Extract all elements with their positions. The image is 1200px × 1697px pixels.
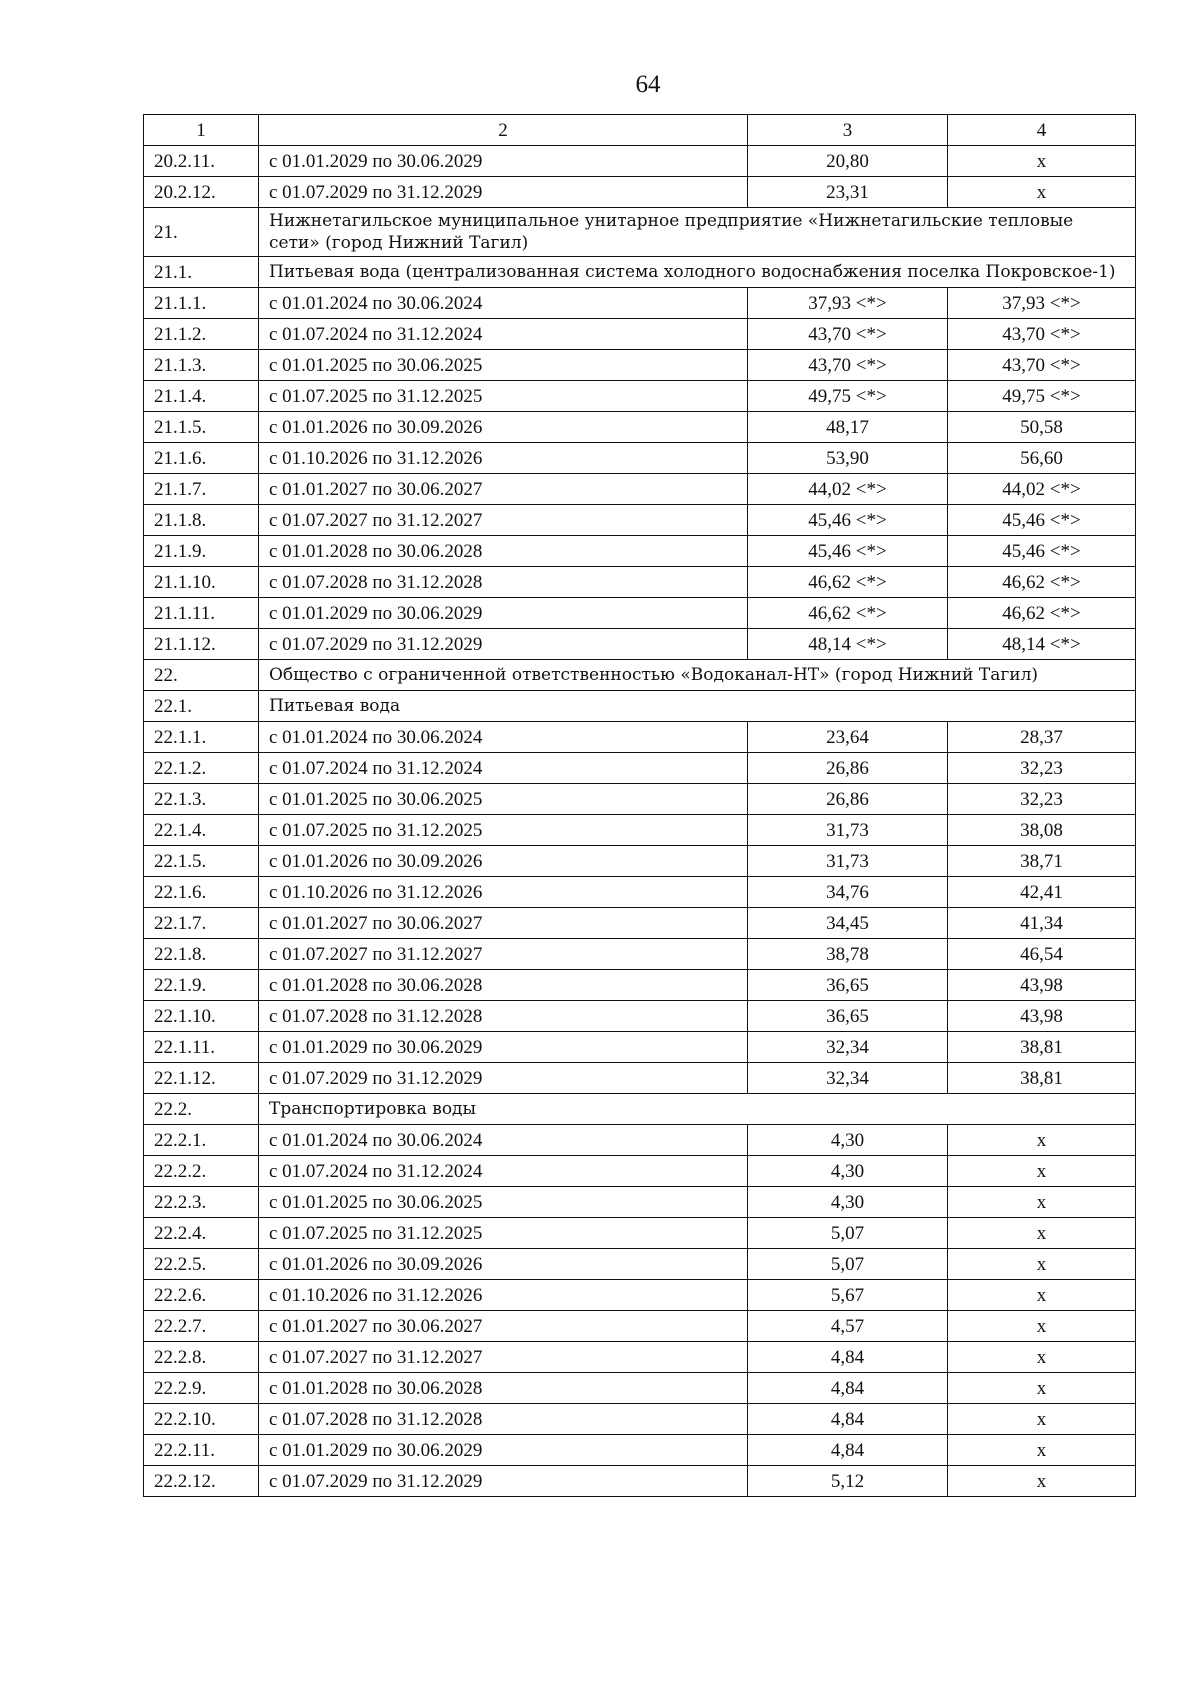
tariff-value-col4: х: [948, 1218, 1136, 1249]
tariff-value-col4: 42,41: [948, 877, 1136, 908]
table-row: [144, 908, 1136, 939]
tariff-value-col3: 43,70 <*>: [748, 319, 948, 350]
tariff-value-col4: 46,62 <*>: [948, 598, 1136, 629]
period-cell: с 01.01.2026 по 30.09.2026: [259, 846, 748, 877]
table-row: [144, 1373, 1136, 1404]
row-number: 22.1.1.: [144, 722, 259, 753]
tariff-value-col3: 48,17: [748, 412, 948, 443]
tariff-value-col4: 32,23: [948, 753, 1136, 784]
row-number: 21.1.4.: [144, 381, 259, 412]
period-cell: с 01.07.2027 по 31.12.2027: [259, 1342, 748, 1373]
tariff-value-col4: 38,71: [948, 846, 1136, 877]
table-row: [144, 536, 1136, 567]
tariff-value-col4: 48,14 <*>: [948, 629, 1136, 660]
tariff-value-col4: х: [948, 1466, 1136, 1497]
period-cell: с 01.07.2024 по 31.12.2024: [259, 319, 748, 350]
period-cell: с 01.07.2029 по 31.12.2029: [259, 177, 748, 208]
row-number: 22.2.5.: [144, 1249, 259, 1280]
tariff-value-col3: 5,67: [748, 1280, 948, 1311]
tariff-value-col4: 28,37: [948, 722, 1136, 753]
tariff-value-col4: 38,81: [948, 1063, 1136, 1094]
row-number: 21.1.1.: [144, 288, 259, 319]
period-cell: с 01.01.2024 по 30.06.2024: [259, 288, 748, 319]
tariff-value-col4: х: [948, 146, 1136, 177]
tariff-value-col3: 45,46 <*>: [748, 505, 948, 536]
tariff-value-col3: 4,30: [748, 1125, 948, 1156]
table-row: [144, 319, 1136, 350]
tariff-value-col3: 4,84: [748, 1404, 948, 1435]
period-cell: с 01.01.2024 по 30.06.2024: [259, 1125, 748, 1156]
section-row: [144, 208, 1136, 257]
tariff-value-col3: 32,34: [748, 1063, 948, 1094]
table-row: [144, 1249, 1136, 1280]
row-number: 22.: [144, 660, 259, 691]
row-number: 21.1.8.: [144, 505, 259, 536]
table-row: [144, 939, 1136, 970]
row-number: 22.2.4.: [144, 1218, 259, 1249]
period-cell: с 01.07.2029 по 31.12.2029: [259, 1063, 748, 1094]
period-cell: с 01.01.2024 по 30.06.2024: [259, 722, 748, 753]
tariff-value-col3: 32,34: [748, 1032, 948, 1063]
tariff-value-col3: 43,70 <*>: [748, 350, 948, 381]
tariff-value-col4: 37,93 <*>: [948, 288, 1136, 319]
tariff-value-col3: 4,30: [748, 1187, 948, 1218]
tariff-value-col3: 36,65: [748, 1001, 948, 1032]
table-row: [144, 1125, 1136, 1156]
row-number: 22.1.4.: [144, 815, 259, 846]
period-cell: с 01.07.2024 по 31.12.2024: [259, 753, 748, 784]
tariff-value-col3: 37,93 <*>: [748, 288, 948, 319]
table-row: [144, 970, 1136, 1001]
section-row: [144, 257, 1136, 288]
period-cell: с 01.07.2025 по 31.12.2025: [259, 1218, 748, 1249]
row-number: 21.1.: [144, 257, 259, 288]
column-number-row: [144, 115, 1136, 146]
tariff-value-col3: 4,84: [748, 1435, 948, 1466]
tariff-value-col4: 43,70 <*>: [948, 350, 1136, 381]
tariff-value-col3: 44,02 <*>: [748, 474, 948, 505]
row-number: 21.1.7.: [144, 474, 259, 505]
column-number-2: 2: [259, 115, 748, 146]
table-row: [144, 505, 1136, 536]
section-title: Общество с ограниченной ответственностью «Водоканал-НТ» (город Нижний Тагил): [259, 660, 1136, 691]
row-number: 21.1.6.: [144, 443, 259, 474]
tariff-value-col3: 5,07: [748, 1249, 948, 1280]
tariff-value-col3: 34,45: [748, 908, 948, 939]
table-row: [144, 846, 1136, 877]
tariff-value-col4: 46,54: [948, 939, 1136, 970]
table-row: [144, 1187, 1136, 1218]
table-row: [144, 722, 1136, 753]
tariff-value-col4: х: [948, 1373, 1136, 1404]
table-row: [144, 815, 1136, 846]
period-cell: с 01.07.2027 по 31.12.2027: [259, 505, 748, 536]
period-cell: с 01.10.2026 по 31.12.2026: [259, 1280, 748, 1311]
row-number: 22.2.1.: [144, 1125, 259, 1156]
tariff-value-col4: 32,23: [948, 784, 1136, 815]
tariff-value-col3: 23,64: [748, 722, 948, 753]
column-number-1: 1: [144, 115, 259, 146]
period-cell: с 01.10.2026 по 31.12.2026: [259, 877, 748, 908]
tariff-value-col4: х: [948, 1404, 1136, 1435]
section-row: [144, 691, 1136, 722]
row-number: 22.2.: [144, 1094, 259, 1125]
row-number: 22.2.2.: [144, 1156, 259, 1187]
tariff-value-col4: х: [948, 1125, 1136, 1156]
tariff-value-col4: х: [948, 1311, 1136, 1342]
period-cell: с 01.10.2026 по 31.12.2026: [259, 443, 748, 474]
period-cell: с 01.01.2028 по 30.06.2028: [259, 536, 748, 567]
tariff-value-col4: 44,02 <*>: [948, 474, 1136, 505]
section-row: [144, 1094, 1136, 1125]
table-row: [144, 443, 1136, 474]
tariff-table: [143, 114, 1136, 1497]
tariff-value-col3: 36,65: [748, 970, 948, 1001]
table-row: [144, 1001, 1136, 1032]
tariff-value-col3: 5,12: [748, 1466, 948, 1497]
row-number: 22.1.9.: [144, 970, 259, 1001]
tariff-value-col3: 45,46 <*>: [748, 536, 948, 567]
row-number: 22.1.8.: [144, 939, 259, 970]
tariff-value-col4: 45,46 <*>: [948, 536, 1136, 567]
tariff-value-col3: 49,75 <*>: [748, 381, 948, 412]
row-number: 21.1.10.: [144, 567, 259, 598]
period-cell: с 01.07.2024 по 31.12.2024: [259, 1156, 748, 1187]
tariff-value-col4: х: [948, 1280, 1136, 1311]
row-number: 21.1.3.: [144, 350, 259, 381]
tariff-value-col4: х: [948, 1249, 1136, 1280]
tariff-value-col3: 5,07: [748, 1218, 948, 1249]
period-cell: с 01.07.2028 по 31.12.2028: [259, 1001, 748, 1032]
tariff-value-col4: 56,60: [948, 443, 1136, 474]
tariff-value-col4: х: [948, 177, 1136, 208]
tariff-table-body: [144, 115, 1136, 1497]
period-cell: с 01.07.2029 по 31.12.2029: [259, 1466, 748, 1497]
period-cell: с 01.01.2026 по 30.09.2026: [259, 1249, 748, 1280]
period-cell: с 01.07.2028 по 31.12.2028: [259, 567, 748, 598]
section-title: Нижнетагильское муниципальное унитарное предприятие «Нижнетагильские тепловые сети» (город Нижний Тагил): [259, 208, 1136, 257]
tariff-value-col3: 31,73: [748, 815, 948, 846]
table-row: [144, 753, 1136, 784]
table-row: [144, 1404, 1136, 1435]
period-cell: с 01.01.2026 по 30.09.2026: [259, 412, 748, 443]
table-row: [144, 350, 1136, 381]
tariff-value-col3: 4,57: [748, 1311, 948, 1342]
row-number: 22.1.3.: [144, 784, 259, 815]
period-cell: с 01.01.2025 по 30.06.2025: [259, 1187, 748, 1218]
tariff-value-col3: 4,84: [748, 1373, 948, 1404]
table-row: [144, 1156, 1136, 1187]
period-cell: с 01.07.2029 по 31.12.2029: [259, 629, 748, 660]
tariff-value-col3: 46,62 <*>: [748, 598, 948, 629]
row-number: 21.1.2.: [144, 319, 259, 350]
period-cell: с 01.01.2028 по 30.06.2028: [259, 1373, 748, 1404]
tariff-value-col3: 38,78: [748, 939, 948, 970]
tariff-value-col3: 20,80: [748, 146, 948, 177]
table-row: [144, 567, 1136, 598]
period-cell: с 01.01.2029 по 30.06.2029: [259, 1032, 748, 1063]
period-cell: с 01.01.2027 по 30.06.2027: [259, 474, 748, 505]
tariff-value-col4: 43,70 <*>: [948, 319, 1136, 350]
period-cell: с 01.01.2027 по 30.06.2027: [259, 1311, 748, 1342]
table-row: [144, 1218, 1136, 1249]
column-number-3: 3: [748, 115, 948, 146]
table-row: [144, 412, 1136, 443]
row-number: 22.2.7.: [144, 1311, 259, 1342]
row-number: 22.1.5.: [144, 846, 259, 877]
row-number: 22.1.11.: [144, 1032, 259, 1063]
table-row: [144, 1280, 1136, 1311]
row-number: 22.2.3.: [144, 1187, 259, 1218]
tariff-value-col4: 46,62 <*>: [948, 567, 1136, 598]
tariff-value-col3: 23,31: [748, 177, 948, 208]
tariff-value-col3: 26,86: [748, 784, 948, 815]
table-row: [144, 146, 1136, 177]
table-row: [144, 1032, 1136, 1063]
period-cell: с 01.01.2029 по 30.06.2029: [259, 598, 748, 629]
row-number: 21.1.5.: [144, 412, 259, 443]
row-number: 22.1.: [144, 691, 259, 722]
section-title: Питьевая вода (централизованная система холодного водоснабжения поселка Покровское-1): [259, 257, 1136, 288]
row-number: 22.1.7.: [144, 908, 259, 939]
row-number: 21.: [144, 208, 259, 257]
row-number: 22.2.11.: [144, 1435, 259, 1466]
row-number: 22.2.6.: [144, 1280, 259, 1311]
table-row: [144, 1435, 1136, 1466]
table-row: [144, 1466, 1136, 1497]
section-row: [144, 660, 1136, 691]
row-number: 22.1.12.: [144, 1063, 259, 1094]
tariff-value-col4: 49,75 <*>: [948, 381, 1136, 412]
tariff-value-col4: 41,34: [948, 908, 1136, 939]
tariff-value-col4: 38,08: [948, 815, 1136, 846]
row-number: 22.2.12.: [144, 1466, 259, 1497]
period-cell: с 01.01.2029 по 30.06.2029: [259, 1435, 748, 1466]
page-number: 64: [635, 71, 661, 98]
tariff-value-col3: 4,30: [748, 1156, 948, 1187]
tariff-value-col4: х: [948, 1187, 1136, 1218]
period-cell: с 01.07.2025 по 31.12.2025: [259, 815, 748, 846]
section-title: Транспортировка воды: [259, 1094, 1136, 1125]
tariff-value-col3: 26,86: [748, 753, 948, 784]
tariff-value-col4: х: [948, 1342, 1136, 1373]
table-row: [144, 177, 1136, 208]
table-row: [144, 629, 1136, 660]
table-row: [144, 784, 1136, 815]
table-row: [144, 598, 1136, 629]
section-title: Питьевая вода: [259, 691, 1136, 722]
row-number: 22.2.9.: [144, 1373, 259, 1404]
row-number: 20.2.11.: [144, 146, 259, 177]
period-cell: с 01.07.2028 по 31.12.2028: [259, 1404, 748, 1435]
tariff-value-col3: 53,90: [748, 443, 948, 474]
column-number-4: 4: [948, 115, 1136, 146]
tariff-value-col4: х: [948, 1156, 1136, 1187]
table-row: [144, 1063, 1136, 1094]
period-cell: с 01.01.2025 по 30.06.2025: [259, 784, 748, 815]
period-cell: с 01.07.2027 по 31.12.2027: [259, 939, 748, 970]
period-cell: с 01.01.2029 по 30.06.2029: [259, 146, 748, 177]
tariff-value-col4: 43,98: [948, 1001, 1136, 1032]
row-number: 21.1.12.: [144, 629, 259, 660]
table-row: [144, 1311, 1136, 1342]
tariff-value-col3: 46,62 <*>: [748, 567, 948, 598]
table-row: [144, 381, 1136, 412]
row-number: 22.2.10.: [144, 1404, 259, 1435]
period-cell: с 01.07.2025 по 31.12.2025: [259, 381, 748, 412]
tariff-value-col4: 45,46 <*>: [948, 505, 1136, 536]
tariff-value-col4: х: [948, 1435, 1136, 1466]
period-cell: с 01.01.2028 по 30.06.2028: [259, 970, 748, 1001]
row-number: 21.1.11.: [144, 598, 259, 629]
row-number: 22.1.6.: [144, 877, 259, 908]
period-cell: с 01.01.2025 по 30.06.2025: [259, 350, 748, 381]
tariff-value-col3: 31,73: [748, 846, 948, 877]
row-number: 22.1.10.: [144, 1001, 259, 1032]
tariff-value-col3: 48,14 <*>: [748, 629, 948, 660]
tariff-value-col3: 4,84: [748, 1342, 948, 1373]
period-cell: с 01.01.2027 по 30.06.2027: [259, 908, 748, 939]
tariff-value-col4: 43,98: [948, 970, 1136, 1001]
table-row: [144, 474, 1136, 505]
tariff-value-col4: 50,58: [948, 412, 1136, 443]
table-row: [144, 1342, 1136, 1373]
row-number: 20.2.12.: [144, 177, 259, 208]
row-number: 22.2.8.: [144, 1342, 259, 1373]
table-row: [144, 877, 1136, 908]
table-row: [144, 288, 1136, 319]
tariff-value-col4: 38,81: [948, 1032, 1136, 1063]
row-number: 22.1.2.: [144, 753, 259, 784]
tariff-value-col3: 34,76: [748, 877, 948, 908]
row-number: 21.1.9.: [144, 536, 259, 567]
